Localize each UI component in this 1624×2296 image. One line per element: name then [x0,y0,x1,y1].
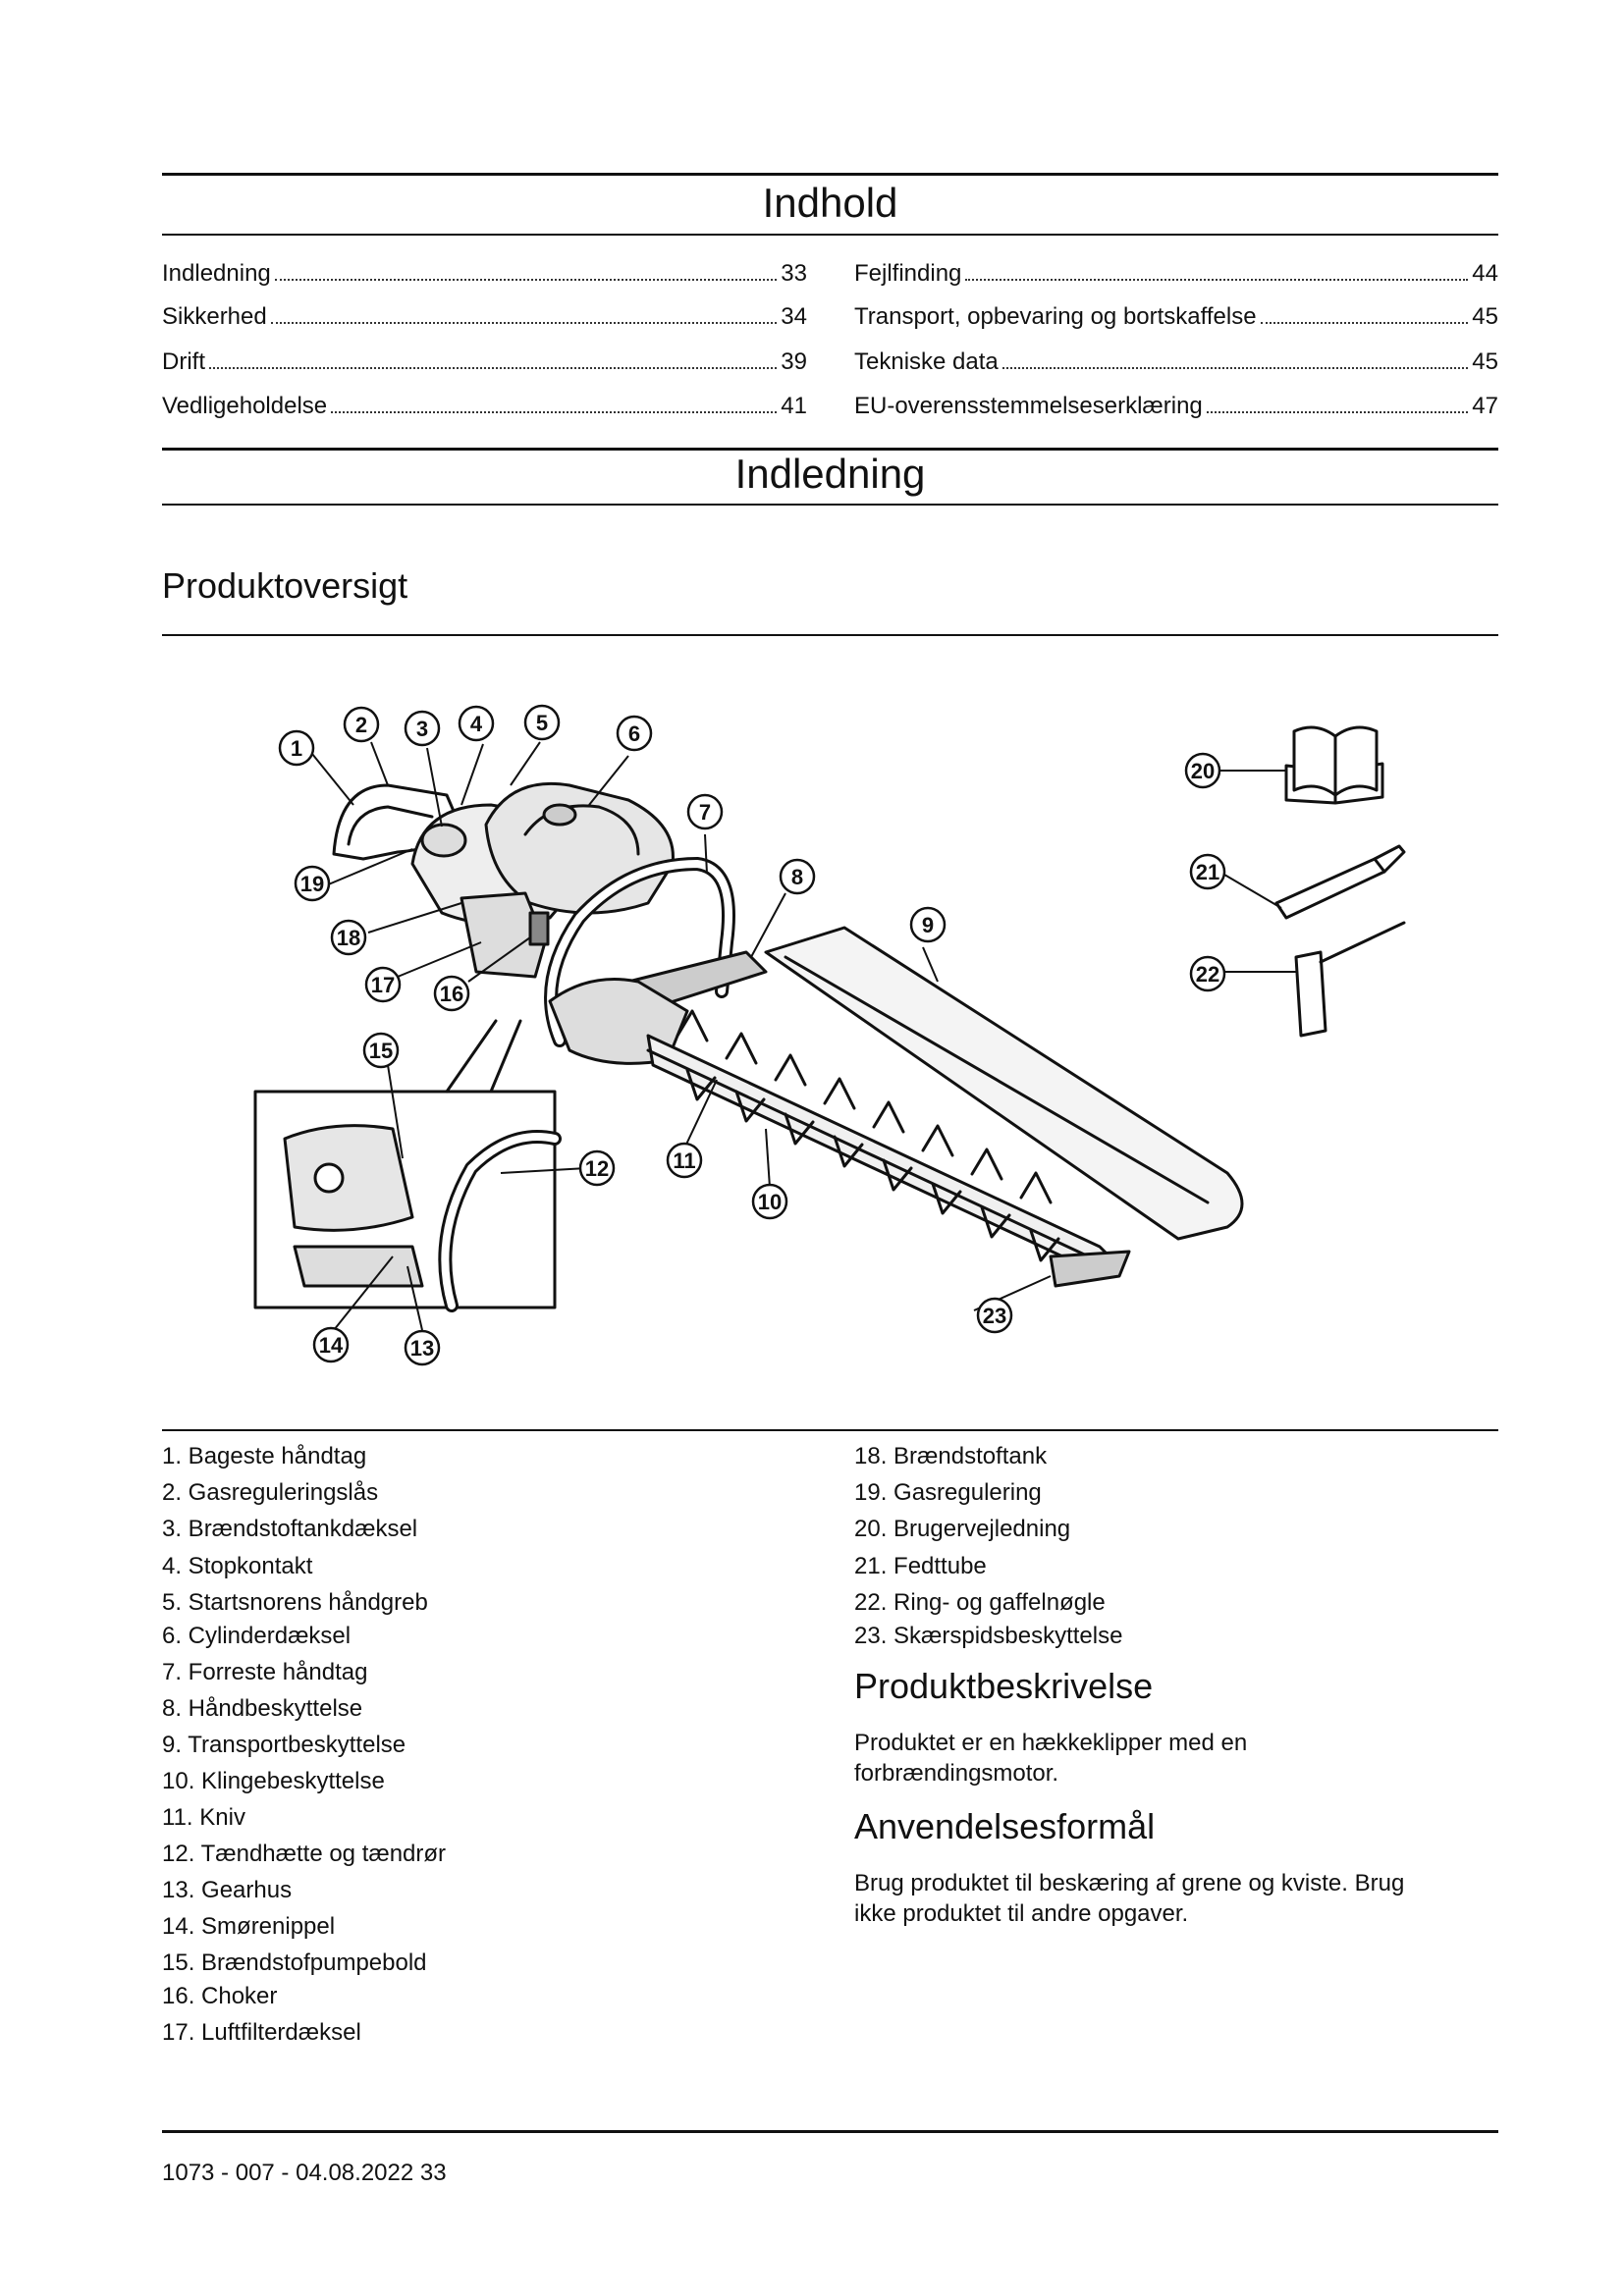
toc-page: 39 [781,348,807,375]
toc-label: Fejlfinding [854,260,962,287]
legend-item-10: 10. Klingebeskyttelse [162,1768,385,1794]
legend-item-18: 18. Brændstoftank [854,1443,1048,1469]
toc-label: Sikkerhed [162,303,267,330]
toc-page: 33 [781,260,807,287]
toc-page: 47 [1472,393,1498,419]
callout-label-8: 8 [790,865,804,889]
subsection-title: Produktoversigt [162,565,408,606]
legend-item-22: 22. Ring- og gaffelnøgle [854,1589,1106,1616]
toc-label: EU-overensstemmelseserklæring [854,393,1203,419]
callout-label-10: 10 [757,1190,783,1214]
callout-label-22: 22 [1195,962,1220,987]
toc-page: 34 [781,303,807,330]
legend-top-rule [162,1429,1498,1431]
legend-item-1: 1. Bageste håndtag [162,1443,367,1469]
legend-item-17: 17. Luftfilterdæksel [162,2019,361,2046]
callout-label-7: 7 [698,800,712,825]
toc-label: Vedligeholdelse [162,393,328,419]
legend-item-14: 14. Smørenippel [162,1913,336,1940]
callout-label-20: 20 [1190,759,1216,783]
callout-label-19: 19 [299,872,325,896]
description-line-2: forbrændingsmotor. [854,1760,1059,1787]
callout-label-16: 16 [439,982,464,1006]
callout-label-17: 17 [370,973,396,997]
legend-item-12: 12. Tændhætte og tændrør [162,1841,447,1867]
legend-item-5: 5. Startsnorens håndgreb [162,1589,428,1616]
callout-label-6: 6 [627,721,641,746]
callout-label-1: 1 [290,736,303,761]
callout-label-15: 15 [368,1039,394,1063]
toc-page: 41 [781,393,807,419]
callout-label-9: 9 [921,913,935,937]
toc-title: Indhold [762,180,898,226]
hedge-trimmer-drawing [255,727,1404,1308]
footer-rule [162,2130,1498,2133]
purpose-line-2: ikke produktet til andre opgaver. [854,1900,1189,1927]
toc-label: Drift [162,348,205,375]
toc-page: 44 [1472,260,1498,287]
callout-label-21: 21 [1195,860,1220,884]
legend-item-11: 11. Kniv [162,1804,245,1831]
section-title: Indledning [734,451,926,497]
callout-label-2: 2 [354,713,368,737]
legend-item-4: 4. Stopkontakt [162,1553,313,1579]
callout-label-5: 5 [535,711,549,735]
callout-label-11: 11 [673,1148,696,1173]
callout-label-4: 4 [469,712,483,736]
callout-label-12: 12 [584,1156,610,1181]
legend-item-8: 8. Håndbeskyttelse [162,1695,363,1722]
callout-label-23: 23 [982,1304,1007,1328]
callout-label-13: 13 [409,1336,435,1361]
callout-label-18: 18 [336,926,361,950]
legend-item-20: 20. Brugervejledning [854,1516,1071,1542]
legend-item-2: 2. Gasreguleringslås [162,1479,379,1506]
purpose-line-1: Brug produktet til beskæring af grene og kviste. Brug [854,1870,1405,1896]
legend-item-23: 23. Skærspidsbeskyttelse [854,1623,1123,1649]
callout-label-14: 14 [318,1333,344,1358]
legend-item-21: 21. Fedttube [854,1553,987,1579]
description-heading: Produktbeskrivelse [854,1666,1154,1706]
legend-item-15: 15. Brændstofpumpebold [162,1949,427,1976]
toc-label: Indledning [162,260,271,287]
footer-text: 1073 - 007 - 04.08.2022 33 [162,2160,447,2186]
legend-item-13: 13. Gearhus [162,1877,293,1903]
description-line-1: Produktet er en hækkeklipper med en [854,1730,1248,1756]
toc-label: Transport, opbevaring og bortskaffelse [854,303,1257,330]
toc-page: 45 [1472,303,1498,330]
toc-label: Tekniske data [854,348,999,375]
callout-label-3: 3 [415,717,429,741]
legend-item-16: 16. Choker [162,1983,278,2009]
legend-item-3: 3. Brændstoftankdæksel [162,1516,418,1542]
toc-page: 45 [1472,348,1498,375]
legend-item-6: 6. Cylinderdæksel [162,1623,352,1649]
legend-item-9: 9. Transportbeskyttelse [162,1732,406,1758]
legend-item-7: 7. Forreste håndtag [162,1659,368,1685]
purpose-heading: Anvendelsesformål [854,1806,1156,1846]
legend-item-19: 19. Gasregulering [854,1479,1042,1506]
